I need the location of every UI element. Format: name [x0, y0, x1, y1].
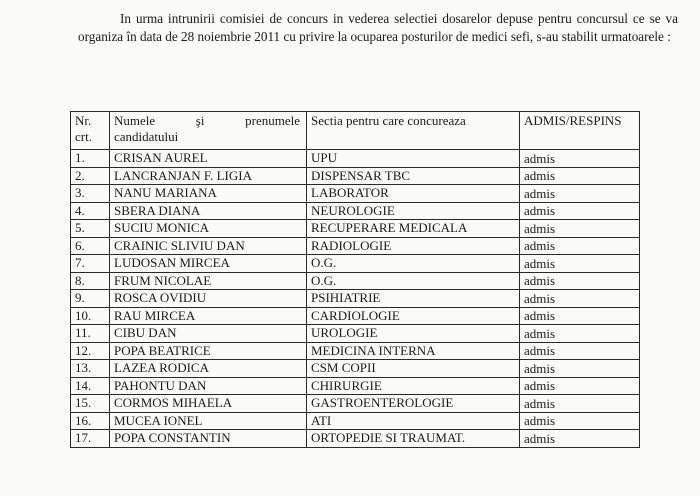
cell-section: UROLOGIE — [307, 325, 520, 343]
cell-nr: 5. — [71, 220, 110, 238]
table-row — [71, 430, 640, 448]
table-row — [71, 220, 640, 238]
cell-nr: 6. — [71, 237, 110, 255]
cell-nr: 7. — [71, 255, 110, 273]
header-nr — [71, 112, 110, 150]
cell-name: POPA BEATRICE — [110, 342, 307, 360]
table-row — [71, 185, 640, 203]
table-row — [71, 167, 640, 185]
cell-status: admis — [520, 202, 640, 220]
cell-status: admis — [520, 272, 640, 290]
cell-nr: 4. — [71, 202, 110, 220]
cell-status: admis — [520, 150, 640, 168]
cell-name: NANU MARIANA — [110, 185, 307, 203]
cell-nr: 10. — [71, 307, 110, 325]
cell-name: MUCEA IONEL — [110, 412, 307, 430]
table-row — [71, 325, 640, 343]
table-row — [71, 360, 640, 378]
cell-section: PSIHIATRIE — [307, 290, 520, 308]
cell-name: PAHONTU DAN — [110, 377, 307, 395]
cell-status: admis — [520, 395, 640, 413]
cell-status: admis — [520, 220, 640, 238]
cell-section: RECUPERARE MEDICALA — [307, 220, 520, 238]
header-name-word1: Numele — [114, 113, 156, 128]
cell-section: UPU — [307, 150, 520, 168]
intro-text: In urma intrunirii comisiei de concurs in vederea selectiei dosarelor depuse pentru concursul ce se va organiza în data de 28 noiembrie 2011 cu privire la ocuparea posturilor de medici sefi, s-au stabilit urmatoarele : — [78, 11, 678, 44]
cell-section: ORTOPEDIE SI TRAUMAT. — [307, 430, 520, 448]
cell-name: RAU MIRCEA — [110, 307, 307, 325]
cell-status: admis — [520, 377, 640, 395]
cell-status: admis — [520, 185, 640, 203]
header-name-word3: prenumele — [245, 113, 300, 128]
cell-nr: 11. — [71, 325, 110, 343]
cell-section: O.G. — [307, 272, 520, 290]
header-section: Sectia pentru care concureaza — [307, 112, 520, 150]
cell-status: admis — [520, 412, 640, 430]
cell-name: CRAINIC SLIVIU DAN — [110, 237, 307, 255]
cell-name: ROSCA OVIDIU — [110, 290, 307, 308]
table-row — [71, 412, 640, 430]
table-header-row — [71, 112, 640, 150]
table-row — [71, 272, 640, 290]
cell-status: admis — [520, 342, 640, 360]
cell-section: O.G. — [307, 255, 520, 273]
cell-nr: 3. — [71, 185, 110, 203]
table-row — [71, 290, 640, 308]
table-row — [71, 342, 640, 360]
cell-section: DISPENSAR TBC — [307, 167, 520, 185]
cell-name: SBERA DIANA — [110, 202, 307, 220]
cell-nr: 2. — [71, 167, 110, 185]
cell-section: GASTROENTEROLOGIE — [307, 395, 520, 413]
header-name-line2: candidatului — [114, 129, 179, 144]
cell-name: CORMOS MIHAELA — [110, 395, 307, 413]
cell-status: admis — [520, 167, 640, 185]
cell-nr: 8. — [71, 272, 110, 290]
cell-name: CRISAN AUREL — [110, 150, 307, 168]
cell-name: POPA CONSTANTIN — [110, 430, 307, 448]
header-nr-line1: Nr. — [75, 113, 92, 128]
header-name-word2: şi — [195, 113, 205, 128]
cell-section: ATI — [307, 412, 520, 430]
cell-nr: 14. — [71, 377, 110, 395]
cell-name: LAZEA RODICA — [110, 360, 307, 378]
cell-nr: 13. — [71, 360, 110, 378]
cell-section: MEDICINA INTERNA — [307, 342, 520, 360]
header-status: ADMIS/RESPINS — [520, 112, 640, 150]
cell-nr: 12. — [71, 342, 110, 360]
cell-name: LANCRANJAN F. LIGIA — [110, 167, 307, 185]
cell-status: admis — [520, 307, 640, 325]
cell-status: admis — [520, 325, 640, 343]
header-name — [110, 112, 307, 150]
table-row — [71, 202, 640, 220]
cell-section: LABORATOR — [307, 185, 520, 203]
cell-section: CHIRURGIE — [307, 377, 520, 395]
cell-name: SUCIU MONICA — [110, 220, 307, 238]
table-row — [71, 255, 640, 273]
table-row — [71, 395, 640, 413]
cell-status: admis — [520, 237, 640, 255]
table-row — [71, 237, 640, 255]
cell-name: FRUM NICOLAE — [110, 272, 307, 290]
cell-nr: 16. — [71, 412, 110, 430]
cell-name: LUDOSAN MIRCEA — [110, 255, 307, 273]
results-table — [70, 111, 640, 448]
cell-nr: 15. — [71, 395, 110, 413]
cell-nr: 1. — [71, 150, 110, 168]
cell-section: CSM COPII — [307, 360, 520, 378]
cell-status: admis — [520, 360, 640, 378]
cell-status: admis — [520, 290, 640, 308]
cell-name: CIBU DAN — [110, 325, 307, 343]
table-row — [71, 307, 640, 325]
cell-section: CARDIOLOGIE — [307, 307, 520, 325]
cell-nr: 17. — [71, 430, 110, 448]
header-nr-line2: crt. — [75, 129, 92, 144]
intro-paragraph — [78, 10, 678, 46]
cell-section: RADIOLOGIE — [307, 237, 520, 255]
cell-nr: 9. — [71, 290, 110, 308]
cell-status: admis — [520, 430, 640, 448]
cell-status: admis — [520, 255, 640, 273]
table-row — [71, 150, 640, 168]
cell-section: NEUROLOGIE — [307, 202, 520, 220]
table-row — [71, 377, 640, 395]
